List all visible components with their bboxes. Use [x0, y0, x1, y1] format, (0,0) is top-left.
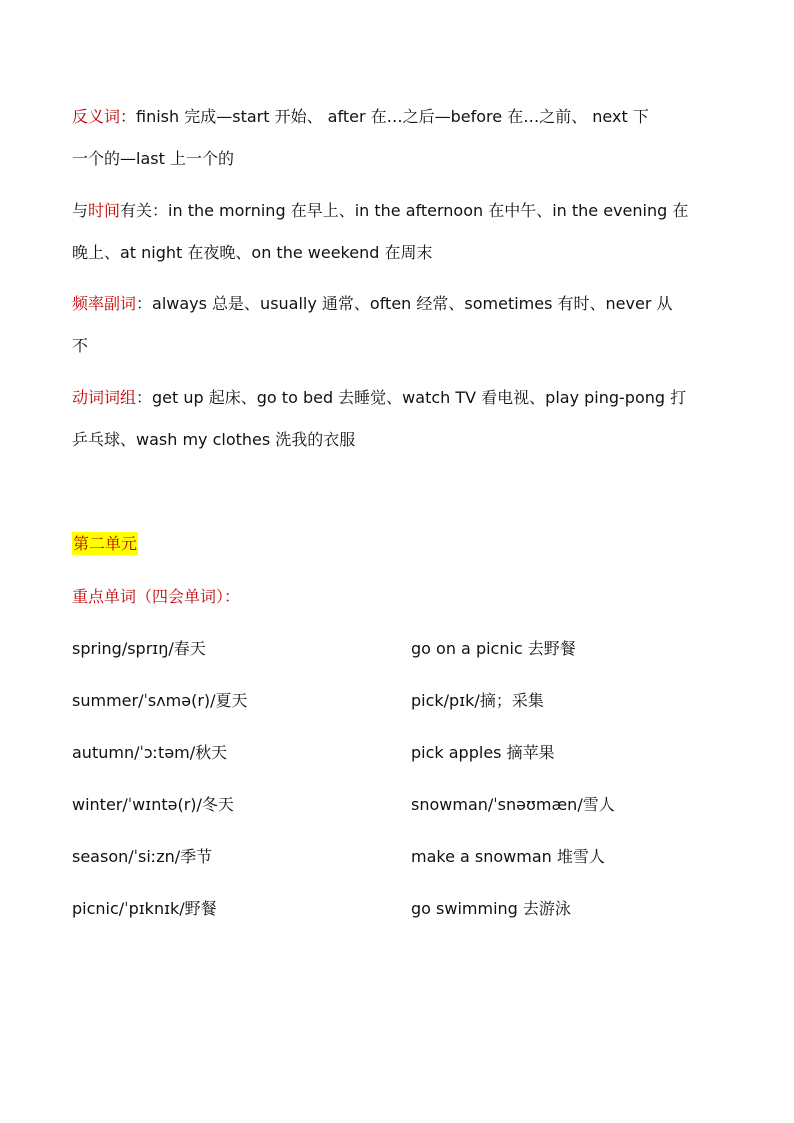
vocab-row: [72, 628, 732, 680]
verb-phrases-line-1: ：get up 起床、go to bed 去睡觉、watch TV 看电视、play ping-pong 打: [136, 388, 687, 407]
time-line-2: 晚上、at night 在夜晚、on the weekend 在周末: [72, 243, 433, 262]
unit-title-row: [72, 523, 732, 565]
vocab-list: [72, 628, 732, 940]
frequency-line-1: ：always 总是、usually 通常、often 经常、sometimes 有时、never 从: [136, 294, 673, 313]
vocab-right-item: snowman/ˈsnəʊmæn/雪人: [411, 795, 615, 814]
vocab-right-item: make a snowman 堆雪人: [411, 847, 605, 866]
frequency-line-2: 不: [72, 336, 89, 355]
frequency-paragraph: [72, 283, 732, 367]
vocab-row: [72, 732, 732, 784]
vocab-row: [72, 784, 732, 836]
antonyms-label: 反义词: [72, 107, 121, 126]
time-label: 时间: [88, 201, 121, 220]
antonyms-paragraph: [72, 96, 732, 180]
vocab-row: [72, 836, 732, 888]
vocab-row: [72, 888, 732, 940]
vocab-left-item: autumn/ˈɔːtəm/秋天: [72, 743, 228, 762]
vocab-left-item: season/ˈsiːzn/季节: [72, 847, 213, 866]
verb-phrases-line-2: 乒乓球、wash my clothes 洗我的衣服: [72, 430, 356, 449]
antonyms-line-1: ：finish 完成—start 开始、 after 在…之后—before 在…之前、 next 下: [120, 107, 649, 126]
time-prefix: 与: [72, 201, 89, 220]
verb-phrases-paragraph: [72, 377, 732, 461]
verb-phrases-label: 动词词组: [72, 388, 137, 407]
frequency-label: 频率副词: [72, 294, 137, 313]
key-words-heading: 重点单词（四会单词）：: [72, 587, 241, 606]
vocab-right-item: pick/pɪk/摘；采集: [411, 691, 544, 710]
time-line-1: 有关：in the morning 在早上、in the afternoon 在中午、in the evening 在: [120, 201, 689, 220]
unit-title: 第二单元: [73, 534, 138, 553]
vocab-row: [72, 680, 732, 732]
vocab-left-item: summer/ˈsʌmə(r)/夏天: [72, 691, 248, 710]
vocab-left-item: spring/sprɪŋ/春天: [72, 639, 206, 658]
vocab-right-item: pick apples 摘苹果: [411, 743, 555, 762]
time-paragraph: [72, 190, 732, 274]
antonyms-line-2: 一个的—last 上一个的: [72, 149, 234, 168]
vocab-right-item: go on a picnic 去野餐: [411, 639, 576, 658]
vocab-right-item: go swimming 去游泳: [411, 899, 571, 918]
vocab-left-item: winter/ˈwɪntə(r)/冬天: [72, 795, 234, 814]
vocab-left-item: picnic/ˈpɪknɪk/野餐: [72, 899, 217, 918]
